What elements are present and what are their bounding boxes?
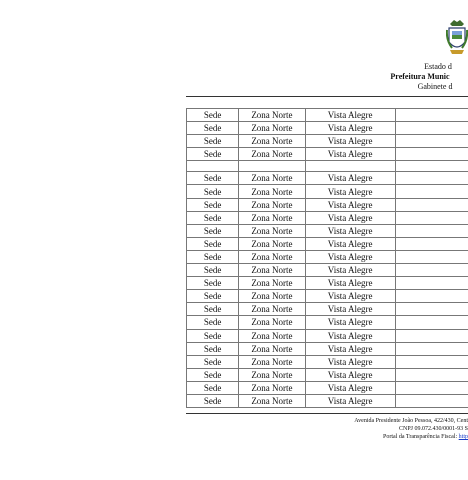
table-cell-neighborhood: Vista Alegre [305,172,395,185]
table-cell-zone: Zona Norte [239,394,305,407]
office-name: Gabinete d [417,82,453,91]
table-cell-location: Sede [187,316,239,329]
table-cell-empty [239,161,305,172]
table-cell-location: Sede [187,394,239,407]
table-cell-empty [395,250,468,263]
table-row [187,290,468,303]
table-cell-neighborhood: Vista Alegre [305,381,395,394]
table-cell-empty [395,355,468,368]
table-cell-neighborhood: Vista Alegre [305,277,395,290]
table-cell-neighborhood: Vista Alegre [305,250,395,263]
table-row [187,394,468,407]
table-cell-location: Sede [187,329,239,342]
table-cell-location: Sede [187,135,239,148]
table-cell-neighborhood: Vista Alegre [305,109,395,122]
table-row [187,122,468,135]
state-name: Estado d [424,62,452,71]
table-cell-empty [395,264,468,277]
table-cell-empty [395,198,468,211]
table-cell-neighborhood: Vista Alegre [305,211,395,224]
table-cell-location: Sede [187,122,239,135]
footer-portal-label: Portal da Transparência Fiscal: [383,434,459,440]
table-row [187,198,468,211]
table-row [187,303,468,316]
table-row [187,329,468,342]
table-row [187,250,468,263]
table-cell-location: Sede [187,237,239,250]
table-cell-zone: Zona Norte [239,185,305,198]
table-cell-neighborhood: Vista Alegre [305,394,395,407]
table-cell-neighborhood: Vista Alegre [305,316,395,329]
table-cell-location: Sede [187,172,239,185]
table-cell-zone: Zona Norte [239,211,305,224]
table-cell-empty [395,303,468,316]
footer-portal [320,433,468,441]
table-cell-empty [395,329,468,342]
table-cell-location: Sede [187,381,239,394]
table-cell-zone: Zona Norte [239,381,305,394]
table-row [187,381,468,394]
table-cell-location: Sede [187,185,239,198]
table-row [187,355,468,368]
table-cell-location: Sede [187,342,239,355]
data-table [186,108,468,408]
table-row [187,185,468,198]
table-cell-zone: Zona Norte [239,342,305,355]
table-row [187,237,468,250]
footer-address: Avenida Presidente João Pessoa, 422/430, Cent [354,418,468,424]
table-row [187,277,468,290]
table-cell-zone: Zona Norte [239,329,305,342]
table-cell-location: Sede [187,211,239,224]
table-cell-empty [395,237,468,250]
table-cell-location: Sede [187,355,239,368]
table-cell-zone: Zona Norte [239,264,305,277]
table-cell-empty [395,381,468,394]
table-cell-empty [187,161,239,172]
table-row [187,368,468,381]
table-cell-neighborhood: Vista Alegre [305,290,395,303]
table-cell-neighborhood: Vista Alegre [305,303,395,316]
table-cell-empty [395,135,468,148]
table-cell-location: Sede [187,368,239,381]
table-cell-zone: Zona Norte [239,355,305,368]
table-cell-neighborhood: Vista Alegre [305,148,395,161]
table-cell-empty [395,172,468,185]
table-cell-empty [395,122,468,135]
table-cell-zone: Zona Norte [239,303,305,316]
table-row [187,264,468,277]
table-cell-neighborhood: Vista Alegre [305,342,395,355]
footer [320,417,468,441]
table-cell-zone: Zona Norte [239,109,305,122]
table-cell-neighborhood: Vista Alegre [305,264,395,277]
portal-link[interactable]: http [458,434,468,440]
table-row [187,148,468,161]
table-cell-zone: Zona Norte [239,277,305,290]
table-cell-location: Sede [187,198,239,211]
municipal-crest-icon [446,18,468,58]
table-cell-zone: Zona Norte [239,148,305,161]
table-cell-location: Sede [187,290,239,303]
table-cell-location: Sede [187,224,239,237]
table-cell-empty [395,394,468,407]
table-cell-empty [395,277,468,290]
table-cell-empty [395,211,468,224]
table-cell-location: Sede [187,148,239,161]
table-cell-zone: Zona Norte [239,198,305,211]
table-cell-location: Sede [187,264,239,277]
table-cell-empty [395,316,468,329]
table-cell-empty [395,290,468,303]
table-row [187,224,468,237]
table-cell-neighborhood: Vista Alegre [305,198,395,211]
prefecture-name: Prefeitura Munic [390,72,450,81]
table-cell-zone: Zona Norte [239,122,305,135]
table-cell-zone: Zona Norte [239,135,305,148]
table-cell-neighborhood: Vista Alegre [305,122,395,135]
table-cell-zone: Zona Norte [239,368,305,381]
table-spacer-row [187,161,468,172]
table-cell-neighborhood: Vista Alegre [305,135,395,148]
table-cell-zone: Zona Norte [239,237,305,250]
footer-cnpj: CNPJ 09.072.430/0001-93 S [398,426,468,432]
table-cell-zone: Zona Norte [239,316,305,329]
table-cell-neighborhood: Vista Alegre [305,329,395,342]
table-cell-neighborhood: Vista Alegre [305,355,395,368]
table-cell-zone: Zona Norte [239,290,305,303]
footer-divider [186,413,468,414]
header-divider [186,96,468,97]
letterhead [372,62,468,92]
table-cell-location: Sede [187,303,239,316]
table-row [187,109,468,122]
table-row [187,342,468,355]
table-cell-location: Sede [187,277,239,290]
table-cell-zone: Zona Norte [239,250,305,263]
table-row [187,316,468,329]
table-cell-neighborhood: Vista Alegre [305,368,395,381]
table-cell-neighborhood: Vista Alegre [305,224,395,237]
table-cell-empty [395,224,468,237]
table-row [187,211,468,224]
table-row [187,135,468,148]
table-cell-zone: Zona Norte [239,172,305,185]
table-cell-empty [395,109,468,122]
table-cell-empty [395,185,468,198]
table-cell-empty [305,161,395,172]
table-cell-zone: Zona Norte [239,224,305,237]
table-row [187,172,468,185]
table-cell-empty [395,148,468,161]
table-cell-empty [395,342,468,355]
table-cell-location: Sede [187,250,239,263]
table-cell-neighborhood: Vista Alegre [305,185,395,198]
table-cell-empty [395,368,468,381]
table-cell-neighborhood: Vista Alegre [305,237,395,250]
table-cell-empty [395,161,468,172]
table-cell-location: Sede [187,109,239,122]
